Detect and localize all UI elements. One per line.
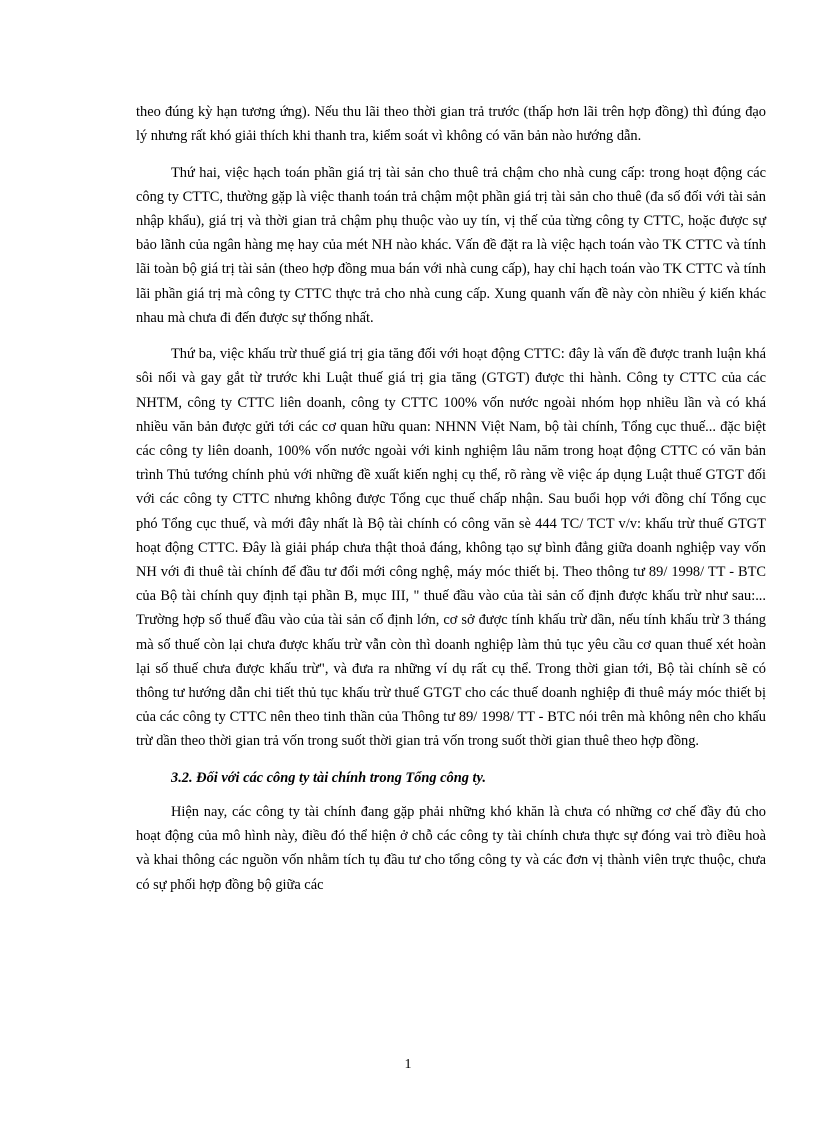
- document-page: [136, 100, 766, 909]
- page-number: 1: [404, 1057, 412, 1072]
- paragraph-continuation: theo đúng kỳ hạn tương ứng). Nếu thu lãi theo thời gian trả trước (thấp hơn lãi trên hợp đồng) thì đúng đạo lý nhưng rất khó giải thích khi thanh tra, kiểm soát vì không có văn bản nào hướng dẫn.: [136, 104, 766, 145]
- paragraph-second-issue: Thứ hai, việc hạch toán phần giá trị tài sản cho thuê trả chậm cho nhà cung cấp: trong hoạt động các công ty CTTC, thường gặp là việc thanh toán trả chậm một phần giá trị tài sản cho thuê (đa số đối với tài sản nhập khẩu), giá trị và thời gian trả chậm phụ thuộc vào uy tín, vị thế của từng công ty CTTC, hoặc được sự bảo lãnh của ngân hàng mẹ hay của mét NH nào khác. Vấn đề đặt ra là việc hạch toán vào TK CTTC và tính lãi toàn bộ giá trị tài sản (theo hợp đồng mua bán với nhà cung cấp), hay chỉ hạch toán vào TK CTTC và tính lãi phần giá trị mà công ty CTTC thực trả cho nhà cung cấp. Xung quanh vấn đề này còn nhiều ý kiến khác nhau mà chưa đi đến được sự thống nhất.: [136, 164, 766, 326]
- section-heading: 3.2. Đối với các công ty tài chính trong Tổng công ty.: [171, 769, 486, 786]
- paragraph-third-issue: Thứ ba, việc khấu trừ thuế giá trị gia tăng đối với hoạt động CTTC: đây là vấn đề được tranh luận khá sôi nổi và gay gắt từ trước khi Luật thuế giá trị gia tăng (GTGT) được thi hành. Công ty CTTC của các NHTM, công ty CTTC liên doanh, công ty CTTC 100% vốn nước ngoài nhóm họp nhiều lần và có khá nhiều văn bản được gửi tới các cơ quan hữu quan: NHNN Việt Nam, bộ tài chính, Tổng cục thuế... đặc biệt các công ty liên doanh, 100% vốn nước ngoài với kinh nghiệm lâu năm trong hoạt động CTTC có văn bản trình Thủ tướng chính phủ với những đề xuất kiến nghị cụ thể, rõ ràng về việc áp dụng Luật thuế GTGT đối với các công ty CTTC nhưng không được Tổng cục thuế chấp nhận. Sau buổi họp với đồng chí Tổng cục phó Tổng cục thuế, và mới đây nhất là Bộ tài chính có công văn sè 444 TC/ TCT v/v: khấu trừ thuế GTGT hoạt động CTTC. Đây là giải pháp chưa thật thoả đáng, không tạo sự bình đẳng giữa doanh nghiệp vay vốn NH với đi thuê tài chính để đầu tư đổi mới công nghệ, máy móc thiết bị. Theo thông tư 89/ 1998/ TT - BTC của Bộ tài chính quy định tại phần B, mục III, " thuế đầu vào của tài sản cố định được khấu trừ như sau:... Trường hợp số thuế đầu vào của tài sản cố định lớn, cơ sở được tính khấu trừ dần, nếu tính khấu trừ 3 tháng mà số thuế còn lại chưa được khấu trừ vẫn còn thì doanh nghiệp làm thủ tục yêu cầu cơ quan thuế xét hoàn lại số thuế chưa được khấu trừ", và đưa ra những ví dụ rất cụ thể. Trong thời gian tới, Bộ tài chính sẽ có thông tư hướng dẫn chi tiết thủ tục khấu trừ thuế GTGT cho các thuế doanh nghiệp đi thuê máy móc thiết bị của các công ty CTTC nên theo tinh thần của Thông tư 89/ 1998/ TT - BTC nói trên mà không nên cho khấu trừ dần theo thời gian trả vốn trong suốt thời gian trả vốn trong suốt thời gian thuê theo hợp đồng.: [136, 346, 766, 750]
- paragraph-section-body: Hiện nay, các công ty tài chính đang gặp phải những khó khăn là chưa có những cơ chế đầy đủ cho hoạt động của mô hình này, điều đó thể hiện ở chỗ các công ty tài chính chưa thực sự đóng vai trò điều hoà và khai thông các nguồn vốn nhằm tích tụ đầu tư cho tổng công ty và các đơn vị thành viên trực thuộc, chưa có sự phối hợp đồng bộ giữa các: [136, 804, 766, 893]
